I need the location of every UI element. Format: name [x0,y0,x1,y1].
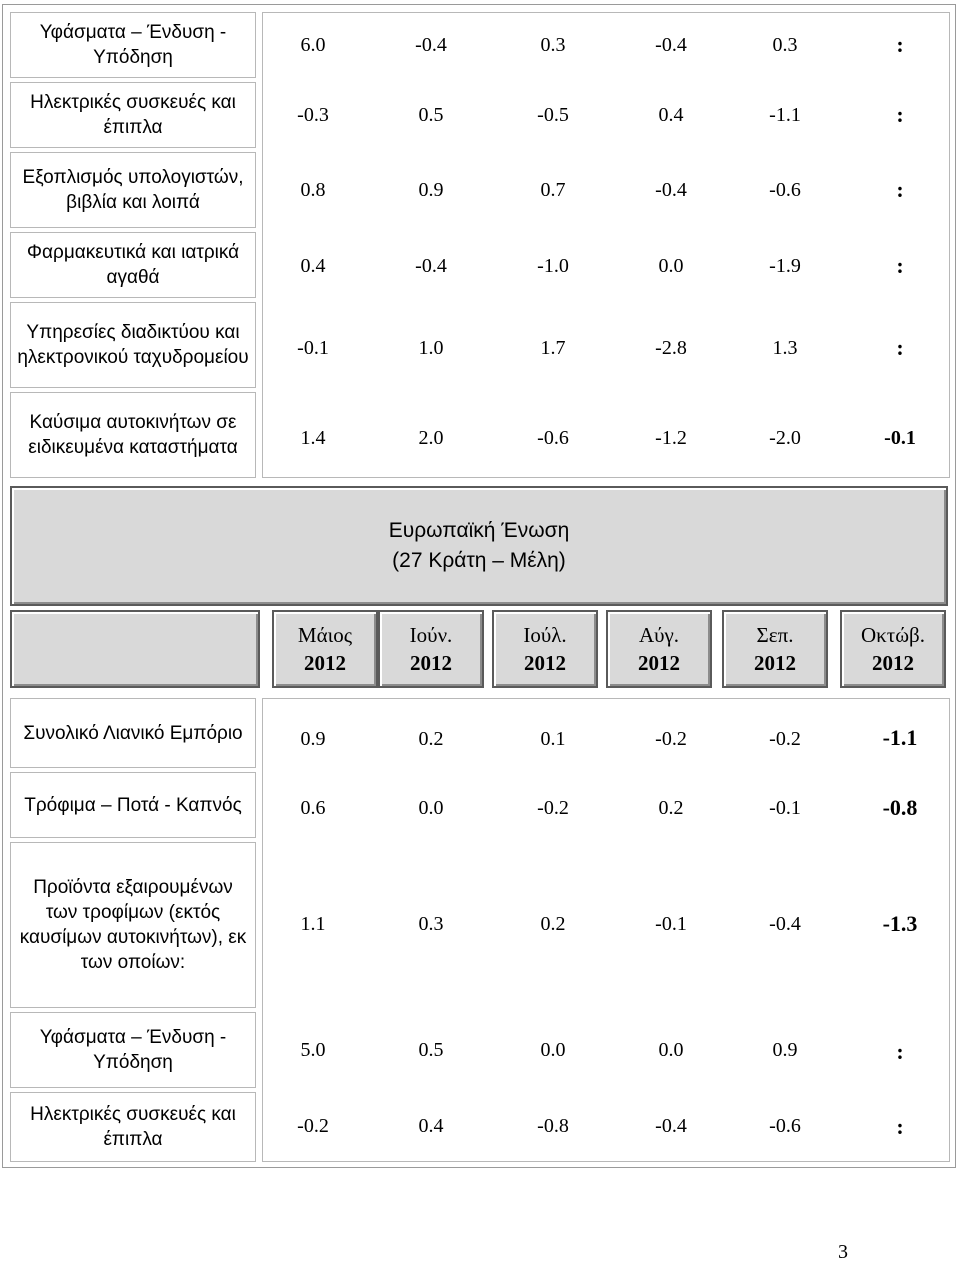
value-cell: 0.2 [418,728,444,750]
value-cell: -0.1 [769,797,801,819]
value-cell: -0.2 [537,797,569,819]
row-label-text: Υπηρεσίες διαδικτύου και ηλεκτρονικού ταχυδρομείου [17,322,249,368]
value-cell: 0.0 [418,797,444,819]
value-cell: 0.3 [418,913,444,935]
header-jun [378,610,484,688]
header-year: 2012 [410,651,452,675]
value-cell: -0.1 [297,337,329,359]
value-cell: -0.3 [297,104,329,126]
value-cell: -0.1 [884,427,916,449]
value-cell: 0.3 [540,34,566,56]
value-cell: 0.5 [418,104,444,126]
value-cell: -0.4 [655,179,687,201]
value-cell: -0.4 [655,1115,687,1137]
row-label-appliances-bottom [10,1092,256,1162]
value-cell: 1.7 [540,337,566,359]
value-cell: 0.0 [658,1039,684,1061]
value-cell: -1.0 [537,255,569,277]
row-label-text: Ηλεκτρικές συσκευές και έπιπλα [30,1104,236,1150]
value-cell: : [896,1114,904,1139]
banner-subtitle: (27 Κράτη – Μέλη) [392,549,566,572]
header-month: Αύγ. [638,623,680,647]
top-values-area [262,12,950,478]
eu-banner [10,486,948,606]
value-cell: 5.0 [300,1039,326,1061]
value-cell: 0.8 [300,179,326,201]
value-cell: -0.6 [769,1115,801,1137]
value-cell: -0.5 [537,104,569,126]
value-cell: 0.7 [540,179,566,201]
header-oct [840,610,946,688]
value-cell: -0.2 [655,728,687,750]
row-label-computers [10,152,256,228]
value-cell: -0.1 [655,913,687,935]
header-year: 2012 [754,651,796,675]
value-cell: 1.3 [772,337,798,359]
value-cell: : [896,253,904,278]
value-cell: -0.2 [769,728,801,750]
header-jul [492,610,598,688]
header-sep [722,610,828,688]
value-cell: -0.2 [297,1115,329,1137]
header-year: 2012 [304,651,346,675]
value-cell: -1.9 [769,255,801,277]
value-cell: -0.4 [769,913,801,935]
value-cell: 0.3 [772,34,798,56]
row-label-text: Συνολικό Λιανικό Εμπόριο [23,722,243,744]
value-cell: -1.3 [882,911,918,936]
value-cell: 0.4 [658,104,684,126]
value-cell: -2.8 [655,337,687,359]
row-label-textiles-top [10,12,256,78]
value-cell: 0.1 [540,728,566,750]
value-cell: -1.1 [882,725,918,750]
banner-title: Ευρωπαϊκή Ένωση [388,519,570,542]
header-year: 2012 [524,651,566,675]
value-cell: 1.1 [300,913,326,935]
row-label-text: Τρόφιμα – Ποτά - Καπνός [24,794,242,816]
value-cell: 0.9 [300,728,326,750]
row-label-text: Ηλεκτρικές συσκευές και έπιπλα [30,92,236,138]
value-cell: 1.0 [418,337,444,359]
row-label-internet [10,302,256,388]
value-cell: 0.9 [418,179,444,201]
header-month: Οκτώβ. [861,623,925,647]
value-cell: : [896,1039,904,1064]
value-cell: 2.0 [418,427,444,449]
value-cell: -0.8 [882,795,918,820]
row-label-total-retail [10,698,256,768]
row-label-non-food [10,842,256,1008]
header-month: Ιούν. [409,623,453,647]
value-cell: -0.6 [769,179,801,201]
value-cell: -0.4 [655,34,687,56]
value-cell: -1.2 [655,427,687,449]
header-month: Ιούλ. [523,623,567,647]
value-cell: : [896,102,904,127]
header-year: 2012 [638,651,680,675]
row-label-text: Υφάσματα – Ένδυση - Υπόδηση [39,22,227,68]
value-cell: : [896,335,904,360]
value-cell: 0.5 [418,1039,444,1061]
value-cell: 0.6 [300,797,326,819]
header-blank-cell [10,610,260,688]
row-label-pharma [10,232,256,298]
value-cell: -0.4 [415,255,447,277]
row-label-fuel [10,392,256,478]
value-cell: 0.4 [418,1115,444,1137]
row-label-text: Καύσιμα αυτοκινήτων σε ειδικευμένα καταστήματα [28,412,238,458]
value-cell: -0.6 [537,427,569,449]
row-label-text: Φαρμακευτικά και ιατρικά αγαθά [26,242,240,288]
value-cell: -0.4 [415,34,447,56]
value-cell: 0.9 [772,1039,798,1061]
value-cell: 0.2 [658,797,684,819]
header-year: 2012 [872,651,914,675]
row-label-text: Προϊόντα εξαιρουμένων των τροφίμων (εκτός καυσίμων αυτοκινήτων), εκ των οποίων: [19,877,247,973]
row-label-text: Εξοπλισμός υπολογιστών, βιβλία και λοιπά [22,167,244,213]
value-cell: : [896,177,904,202]
value-cell: 1.4 [300,427,326,449]
value-cell: 0.4 [300,255,326,277]
value-cell: : [896,32,904,57]
column-header-row [10,610,948,690]
value-cell: 0.0 [658,255,684,277]
header-month: Μάιος [297,623,353,647]
row-label-textiles-bottom [10,1012,256,1088]
value-cell: 0.0 [540,1039,566,1061]
header-month: Σεπ. [756,623,794,647]
row-label-food [10,772,256,838]
value-cell: 6.0 [300,34,326,56]
header-aug [606,610,712,688]
row-label-appliances-top [10,82,256,148]
bottom-values-area [262,698,950,1162]
value-cell: -1.1 [769,104,801,126]
row-label-text: Υφάσματα – Ένδυση - Υπόδηση [39,1027,227,1073]
header-may [272,610,378,688]
page-number: 3 [838,1241,848,1263]
value-cell: 0.2 [540,913,566,935]
value-cell: -0.8 [537,1115,569,1137]
value-cell: -2.0 [769,427,801,449]
